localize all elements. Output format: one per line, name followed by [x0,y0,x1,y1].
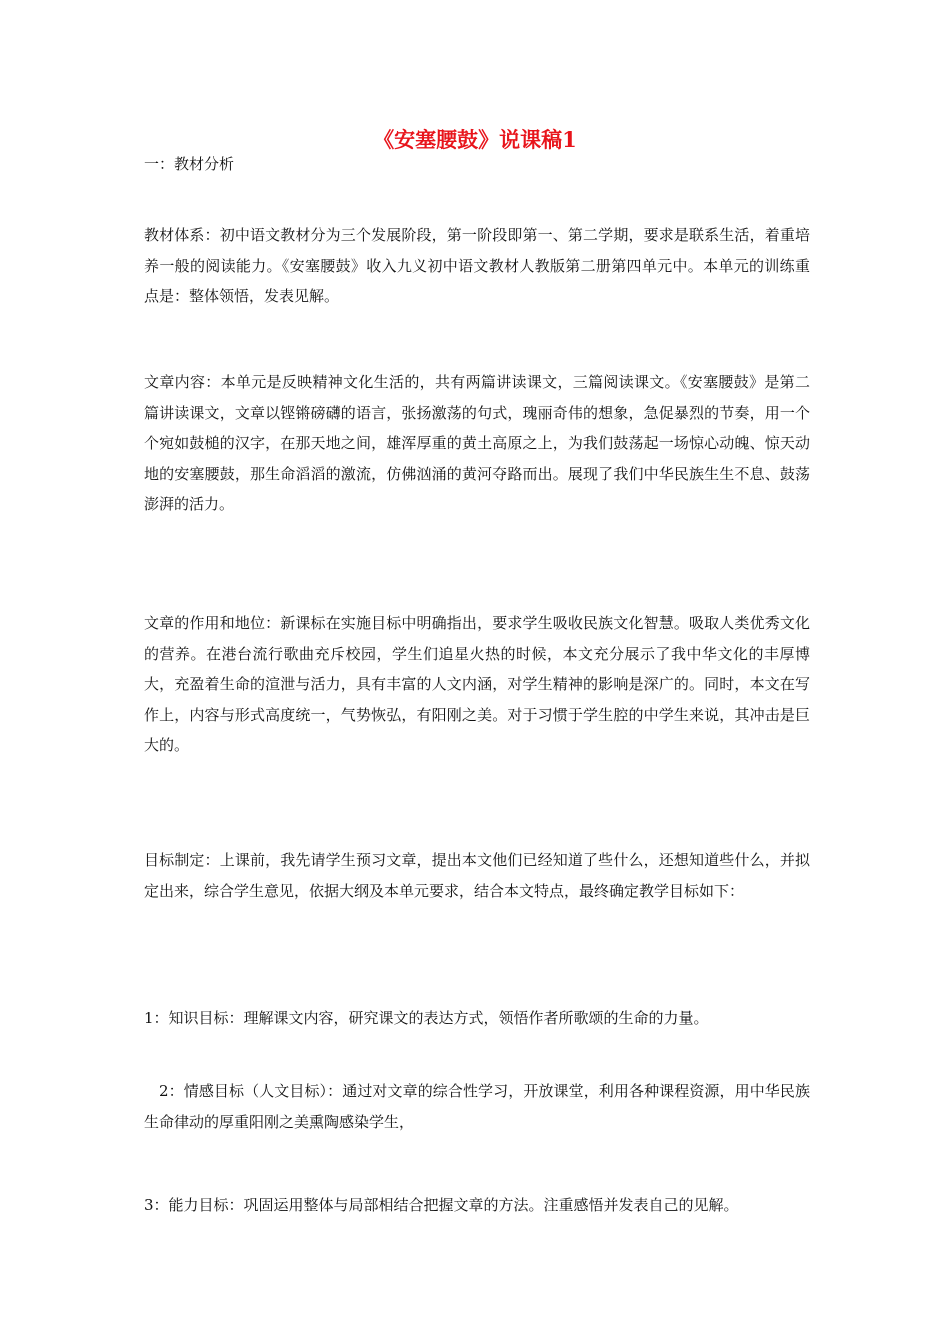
paragraph-ability-goal: 3：能力目标：巩固运用整体与局部相结合把握文章的方法。注重感悟并发表自己的见解。 [144,1196,739,1214]
section-heading: 一：教材分析 [144,155,235,173]
paragraph-knowledge-goal: 1：知识目标：理解课文内容，研究课文的表达方式，领悟作者所歌颂的生命的力量。 [144,1009,709,1027]
paragraph-goal-setting: 目标制定：上课前，我先请学生预习文章，提出本文他们已经知道了些什么，还想知道些什么，并拟定出来，综合学生意见，依据大纲及本单元要求，结合本文特点，最终确定教学目标如下： [144,851,810,900]
paragraph-role-and-position: 文章的作用和地位：新课标在实施目标中明确指出，要求学生吸收民族文化智慧。吸取人类优秀文化的营养。在港台流行歌曲充斥校园，学生们追星火热的时候，本文充分展示了我中华文化的丰厚博大，充盈着生命的渲泄与活力，具有丰富的人文内涵，对学生精神的影响是深广的。同时，本文在写作上，内容与形式高度统一，气势恢弘，有阳刚之美。对于习惯于学生腔的中学生来说，其冲击是巨大的。 [144,614,810,754]
paragraph-emotional-goal: 2：情感目标（人文目标）：通过对文章的综合性学习，开放课堂，利用各种课程资源，用中华民族生命律动的厚重阳刚之美熏陶感染学生， [144,1082,810,1131]
paragraph-article-content: 文章内容：本单元是反映精神文化生活的，共有两篇讲读课文，三篇阅读课文。《安塞腰鼓》是第二篇讲读课文，文章以铿锵磅礴的语言，张扬激荡的句式，瑰丽奇伟的想象，急促暴烈的节奏，用一个个宛如鼓槌的汉字，在那天地之间，雄浑厚重的黄土高原之上，为我们鼓荡起一场惊心动魄、惊天动地的安塞腰鼓，那生命滔滔的激流，仿佛汹涌的黄河夺路而出。展现了我们中华民族生生不息、鼓荡澎湃的活力。 [144,373,810,513]
paragraph-textbook-system: 教材体系：初中语文教材分为三个发展阶段，第一阶段即第一、第二学期，要求是联系生活，着重培养一般的阅读能力。《安塞腰鼓》收入九义初中语文教材人教版第二册第四单元中。本单元的训练重点是：整体领悟，发表见解。 [144,226,810,305]
document-title: 《安塞腰鼓》说课稿1 [373,127,577,152]
